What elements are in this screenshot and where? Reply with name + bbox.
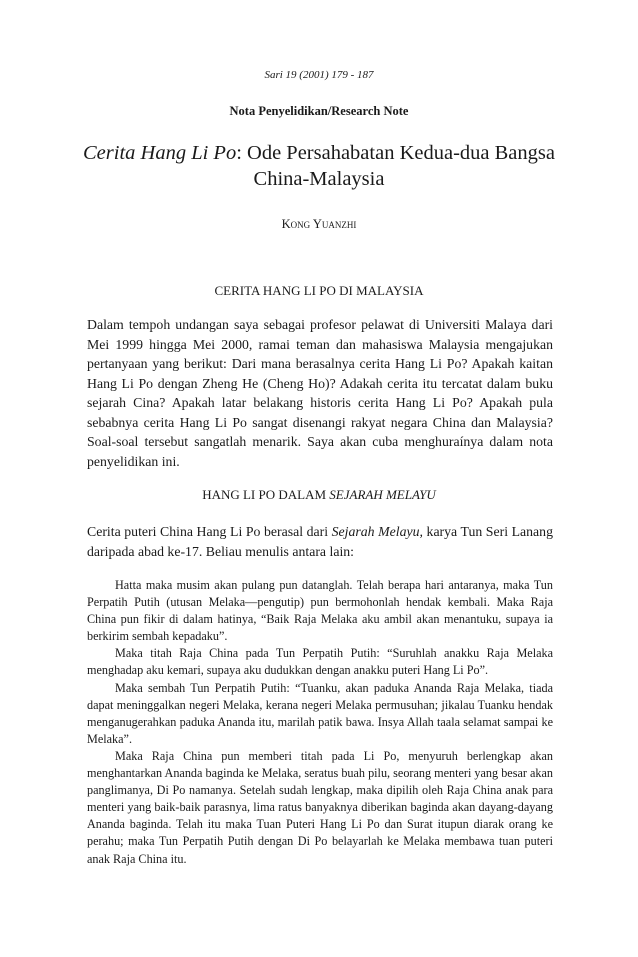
intro-part-2: karya Tun Seri Lanang daripada abad ke-17. Beliau menulis antara lain: bbox=[87, 524, 553, 559]
intro-book-title: Sejarah Melayu, bbox=[331, 524, 423, 539]
intro-part-1: Cerita puteri China Hang Li Po berasal dari bbox=[87, 524, 332, 539]
quote-paragraph: Maka sembah Tun Perpatih Putih: “Tuanku, akan paduka Ananda Raja Melaka, tiada dapat meninggalkan negeri Melaka, kerana negeri Melaka permusuhan; jikalau Tuanku hendak menganugerahkan paduka Ananda itu, marilah patik bawa. Insya Allah taala selamat sampai ke Melaka”. bbox=[87, 680, 553, 746]
quote-paragraph: Maka Raja China pun memberi titah pada Li Po, menyuruh berlengkap akan menghantarkan Ananda baginda ke Melaka, seratus buah pilu, seorang menteri yang besar akan panglimanya, Di Po namanya. Setelah sudah lengkap, maka dipilih oleh Raja China anak para menteri yang baik-baik parasnya, lima ratus banyaknya diberikan baginda akan dayang-dayang Ananda baginda. Telah itu maka Tuan Puteri Hang Li Po dan Surat itupun diarak orang ke perahu; maka Tun Perpatih Putih dengan Di Po belayarlah ke Melaka membawa tuan puteri anak Raja China itu. bbox=[87, 748, 553, 866]
note-type-label: Nota Penyelidikan/Research Note bbox=[229, 104, 409, 118]
quote-paragraph: Maka titah Raja China pada Tun Perpatih Putih: “Suruhlah anakku Raja Melaka menghadap aku kemari, supaya aku dudukkan dengan anakku puteri Hang Li Po”. bbox=[87, 646, 553, 678]
quote-paragraph: Hatta maka musim akan pulang pun datanglah. Telah berapa hari antaranya, maka Tun Perpatih Putih (utusan Melaka—pengutip) pun bermohonlah hendak kembali. Maka Raja China pun fikir di dalam hatinya, “Baik Raja Melaka aku ambil akan menantuku, supaya ia berkirim sembah kepadaku”. bbox=[87, 578, 553, 644]
article-title bbox=[60, 140, 578, 192]
section2-intro bbox=[87, 522, 553, 561]
section-heading-2 bbox=[0, 487, 638, 503]
journal-citation: Sari 19 (2001) 179 - 187 bbox=[264, 69, 374, 81]
section1-paragraph: Dalam tempoh undangan saya sebagai profesor pelawat di Universiti Malaya dari Mei 1999 hingga Mei 2000, ramai teman dan mahasiswa Malaysia mengajukan pertanyaan yang berikut: Dari mana berasalnya cerita Hang Li Po? Apakah kaitan Hang Li Po dengan Zheng He (Cheng Ho)? Adakah cerita itu tercatat dalam buku sejarah Cina? Apakah latar belakang historis cerita Hang Li Po? Apakah pula sebabnya cerita Hang Li Po sangat disenangi rakyat negara China dan Malaysia? Soal-soal tersebut sangatlah menarik. Saya akan cuba menghuraínya dalam nota penyelidikan ini. bbox=[87, 317, 553, 469]
block-quote bbox=[87, 577, 553, 868]
section-heading-1: CERITA HANG LI PO DI MALAYSIA bbox=[214, 283, 424, 298]
section-heading-2-italic: SEJARAH MELAYU bbox=[329, 487, 436, 502]
section-heading-2-plain: HANG LI PO DALAM bbox=[202, 487, 330, 502]
title-rest-part: : Ode Persahabatan Kedua-dua Bangsa China-Malaysia bbox=[236, 142, 555, 190]
author-name: Kong Yuanzhi bbox=[281, 217, 357, 231]
title-italic-part: Cerita Hang Li Po bbox=[83, 142, 237, 164]
